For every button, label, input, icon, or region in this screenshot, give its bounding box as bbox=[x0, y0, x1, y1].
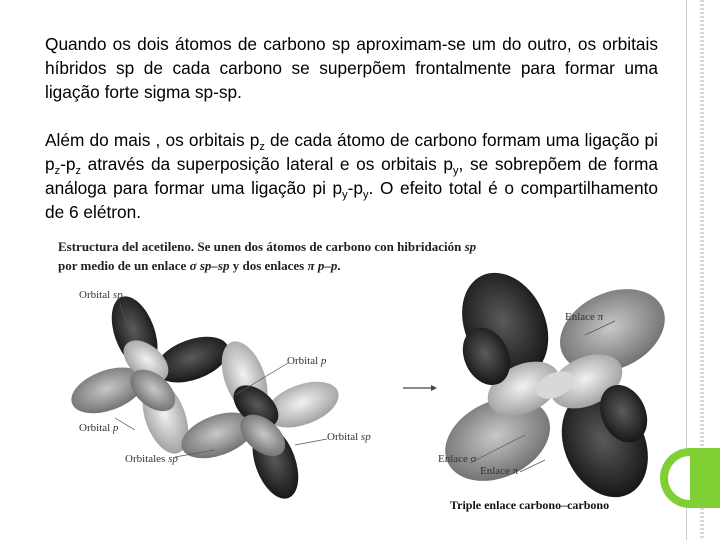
p2-text-6: -p bbox=[347, 178, 364, 198]
label-orbital-p-middle: Orbital p bbox=[287, 355, 327, 367]
caption-sigma: σ sp–sp bbox=[189, 258, 230, 273]
p2-text-2: de cada átomo de carbono formam uma ligação pi p bbox=[45, 130, 659, 174]
p2-text-3: -p bbox=[60, 154, 76, 174]
label-enlace-sigma: Enlace σ bbox=[438, 453, 477, 465]
corner-decoration-edge bbox=[690, 448, 720, 508]
p2-sub-1: z bbox=[259, 141, 265, 153]
reaction-arrow bbox=[403, 385, 437, 391]
figure-title: Triple enlace carbono–carbono bbox=[450, 498, 610, 512]
p2-text-1: Além do mais , os orbitais p bbox=[45, 130, 260, 150]
orbital-illustration bbox=[55, 235, 665, 520]
p2-sub-2: z bbox=[54, 165, 61, 177]
triple-bond-molecule bbox=[432, 259, 665, 512]
label-orbital-sp-right: Orbital sp bbox=[327, 431, 371, 443]
p2-sub-3: z bbox=[75, 165, 81, 177]
label-orbital-sp-top: Orbital sp bbox=[79, 289, 123, 301]
p2-sub-4: y bbox=[453, 165, 459, 177]
paragraph-2 bbox=[45, 128, 658, 224]
label-enlace-pi-bottom: Enlace π bbox=[480, 465, 519, 477]
label-orbital-p-left: Orbital p bbox=[79, 422, 119, 434]
caption-part-a: Estructura del acetileno. Se unen dos átomos de carbono con hibridación bbox=[58, 239, 465, 254]
p2-text-5: , se sobrepõem de forma análoga para formar uma ligação pi p bbox=[45, 154, 658, 198]
p2-sub-6: y bbox=[363, 189, 369, 201]
acetylene-figure bbox=[55, 235, 665, 520]
caption-sp: sp bbox=[464, 239, 477, 254]
p2-sub-5: y bbox=[342, 189, 348, 201]
p2-text-4: através da superposição lateral e os orbitais p bbox=[81, 154, 454, 174]
caption-part-d: . bbox=[337, 258, 341, 273]
caption-pi: π p–p bbox=[307, 258, 338, 273]
p2-text-7: . O efeito total é o compartilhamento de 6 elétron. bbox=[45, 178, 658, 222]
paragraph-1: Quando os dois átomos de carbono sp aproximam-se um do outro, os orbitais híbridos sp de cada carbono se superpõem frontalmente para formar uma ligação forte sigma sp-sp. bbox=[45, 34, 658, 102]
caption-part-c: y dos enlaces bbox=[229, 258, 308, 273]
caption-part-b: por medio de un enlace bbox=[58, 258, 190, 273]
label-enlace-pi-top: Enlace π bbox=[565, 311, 604, 323]
label-orbitales-sp: Orbitales sp bbox=[125, 453, 178, 465]
